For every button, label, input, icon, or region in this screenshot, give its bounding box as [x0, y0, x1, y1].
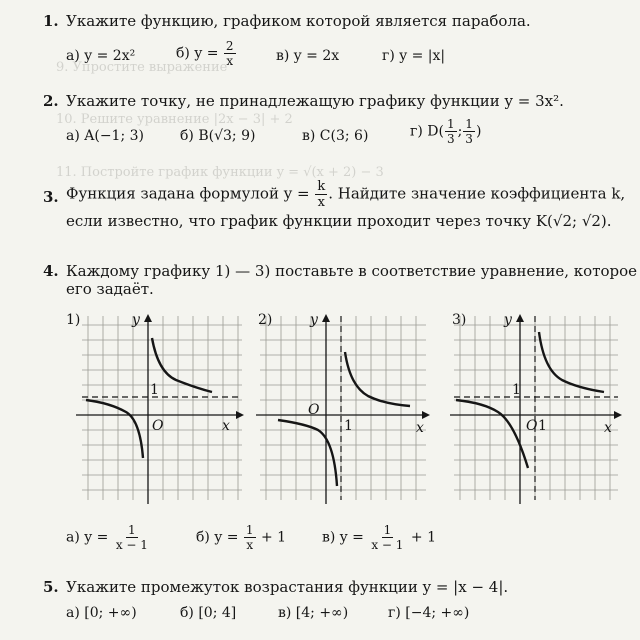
tick-label: 1	[344, 418, 353, 434]
tick-label: 1	[538, 418, 547, 434]
graph-2-plot	[250, 308, 440, 508]
option-a[interactable]: а) y = 2x²	[66, 48, 136, 64]
question-number: 3.	[43, 188, 59, 206]
fraction	[445, 118, 457, 145]
option-a[interactable]	[66, 524, 151, 551]
bleed-line: 9. Упростите выражение	[56, 60, 228, 75]
option-tail: + 1	[410, 529, 436, 546]
y-axis-label: y	[132, 312, 140, 328]
x-axis-label: x	[604, 420, 612, 436]
bleed-line: 10. Решите уравнение |2x − 3| + 2	[56, 112, 293, 127]
denominator: x	[317, 195, 325, 210]
option-label: а) y =	[66, 529, 109, 546]
origin-label: O	[308, 402, 320, 418]
denominator: 3	[446, 132, 455, 146]
fraction	[224, 40, 236, 67]
graph-label: 1)	[66, 312, 81, 328]
numerator: k	[317, 179, 326, 194]
bleed-line: 11. Постройте график функции y = √(x + 2) − 3	[56, 165, 384, 180]
option-c[interactable]: в) y = 2x	[276, 48, 340, 64]
option-label: б) y =	[196, 529, 239, 546]
denominator: x	[246, 538, 254, 552]
question-text: Укажите промежуток возрастания функции y = |x − 4|.	[66, 578, 509, 596]
question-number: 2.	[43, 92, 59, 110]
option-label: б) y =	[176, 45, 219, 62]
fraction	[315, 180, 327, 209]
option-c[interactable]: в) C(3; 6)	[302, 128, 369, 144]
question-text-line1: Каждому графику 1) — 3) поставьте в соответствие уравнение, которое	[66, 262, 638, 280]
graph-1	[56, 308, 246, 508]
origin-label: O	[526, 418, 538, 434]
question-number: 4.	[43, 262, 59, 280]
option-d[interactable]: г) y = |x|	[382, 48, 446, 64]
option-a[interactable]: а) [0; +∞)	[66, 605, 137, 621]
option-d[interactable]	[410, 118, 481, 145]
question-text: Укажите точку, не принадлежащую графику функции y = 3x².	[66, 92, 564, 110]
question-text-line2: если известно, что график функции проходит через точку K(√2; √2).	[66, 212, 612, 230]
fraction	[369, 524, 405, 551]
text-after: . Найдите значение коэффициента k,	[328, 184, 626, 203]
question-text-line2: его задаёт.	[66, 280, 154, 298]
option-a[interactable]: а) A(−1; 3)	[66, 128, 145, 144]
denominator: x	[226, 54, 234, 68]
question-text-line1	[66, 180, 625, 209]
x-axis-label: x	[222, 418, 230, 434]
option-b[interactable]: б) B(√3; 9)	[180, 128, 256, 144]
graph-2	[250, 308, 440, 508]
tick-label: 1	[512, 382, 521, 398]
numerator: 1	[446, 117, 455, 131]
denominator: 3	[465, 132, 473, 146]
option-label: в) y =	[322, 529, 364, 546]
question-number: 1.	[43, 12, 59, 30]
option-c[interactable]	[322, 524, 436, 551]
graph-label: 2)	[258, 312, 273, 328]
numerator: 1	[465, 117, 473, 131]
graph-3	[446, 308, 636, 508]
graph-1-plot	[56, 308, 246, 508]
tick-label: 1	[150, 382, 159, 398]
option-b[interactable]	[196, 524, 286, 551]
closing-paren: )	[475, 123, 482, 140]
text-before: Функция задана формулой y =	[66, 184, 310, 203]
y-axis-label: y	[504, 312, 512, 328]
numerator: 1	[245, 523, 254, 537]
origin-label: O	[152, 418, 164, 434]
question-number: 5.	[43, 578, 59, 596]
separator: ;	[457, 123, 463, 140]
fraction	[463, 118, 475, 145]
option-d[interactable]: г) [−4; +∞)	[388, 605, 470, 621]
option-tail: + 1	[260, 529, 287, 546]
option-b[interactable]: б) [0; 4]	[180, 605, 237, 621]
numerator: 2	[225, 39, 234, 53]
graph-3-plot	[446, 308, 636, 508]
option-label: г) D(	[410, 123, 444, 140]
x-axis-label: x	[416, 420, 424, 436]
denominator: x − 1	[115, 538, 148, 552]
option-c[interactable]: в) [4; +∞)	[278, 605, 349, 621]
question-text: Укажите функцию, графиком которой является парабола.	[66, 12, 531, 30]
fraction	[114, 524, 150, 551]
denominator: x − 1	[371, 538, 404, 552]
option-b[interactable]	[176, 40, 237, 67]
y-axis-label: y	[310, 312, 318, 328]
numerator: 1	[383, 523, 392, 537]
graph-label: 3)	[452, 312, 467, 328]
fraction	[244, 524, 256, 551]
numerator: 1	[128, 523, 136, 537]
